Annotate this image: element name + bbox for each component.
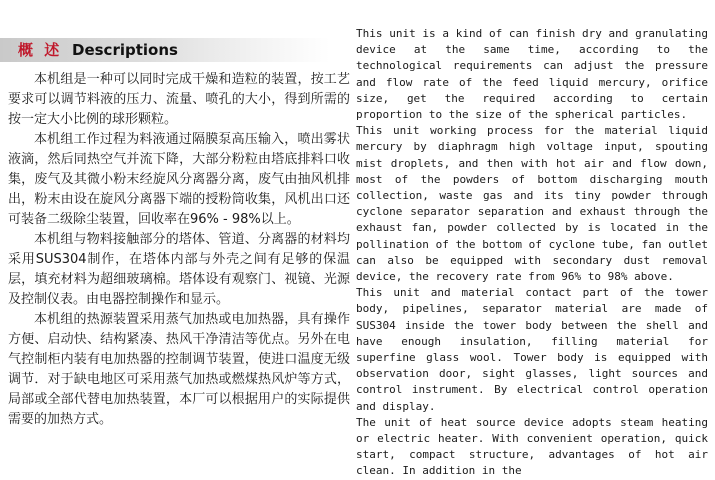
section-title-chinese: 概 述: [18, 41, 63, 59]
en-paragraph-2: This unit working process for the material liquid mercury by diaphragm high voltage input, spouting mist droplets, and then with hot air and flow down, most of the powders of bottom discharging mouth collection, waste gas and its tiny powder through cyclone separator separation and exhaust through the exhaust fan, powder collected by is located in the pollination of the bottom of cyclone tube, fan outlet can also be equipped with secondary dust removal device, the recovery rate from 96% to 98% above.: [356, 124, 708, 284]
en-paragraph-4: The unit of heat source device adopts steam heating or electric heater. With convenient operation, quick start, compact structure, advantages of hot air clean. In addition in the: [356, 415, 708, 478]
cn-paragraph-2: 本机组工作过程为料液通过隔膜泵高压输入，喷出雾状液滴，然后同热空气并流下降，大部分粉粒由塔底排料口收集，废气及其微小粉末经旋风分离器分离，废气由抽风机排出，粉末由设在旋风分离器下端的授粉筒收集，风机出口还可装备二级除尘装置，回收率在96% - 98%以上。: [8, 132, 350, 227]
chinese-description: [8, 70, 350, 430]
section-title-english: Descriptions: [72, 41, 178, 59]
cn-paragraph-1: 本机组是一种可以同时完成干燥和造粒的装置，按工艺要求可以调节料液的压力、流量、喷孔的大小，得到所需的按一定大小比例的球形颗粒。: [8, 72, 350, 127]
cn-paragraph-3: 本机组与物料接触部分的塔体、管道、分离器的材料均采用SUS304制作，在塔体内部与外壳之间有足够的保温层，填充材料为超细玻璃棉。塔体设有观察门、视镜、光源及控制仪表。由电器控制操作和显示。: [8, 232, 350, 307]
en-paragraph-1: This unit is a kind of can finish dry and granulating device at the same time, according to the technological requirements can adjust the pressure and flow rate of the feed liquid mercury, orifice size, get the required according to certain proportion to the size of the spherical particles.: [356, 27, 708, 122]
english-description: [356, 26, 708, 480]
cn-paragraph-4: 本机组的热源装置采用蒸气加热或电加热器，具有操作方便、启动快、结构紧凑、热风干净清洁等优点。另外在电气控制柜内装有电加热器的控制调节装置，使进口温度无级调节．对于缺电地区可采用蒸气加热或燃煤热风炉等方式，局部或全部代替电加热装置，本厂可以根据用户的实际提供需要的加热方式。: [8, 312, 350, 427]
english-column: [356, 0, 715, 478]
en-paragraph-3: This unit and material contact part of the tower body, pipelines, separator material are made of SUS304 inside the tower body between the shell and have enough insulation, filling material for superfine glass wool. Tower body is equipped with observation door, sight glasses, light sources and control instrument. By electrical control operation and display.: [356, 286, 708, 413]
chinese-column: [0, 0, 356, 427]
